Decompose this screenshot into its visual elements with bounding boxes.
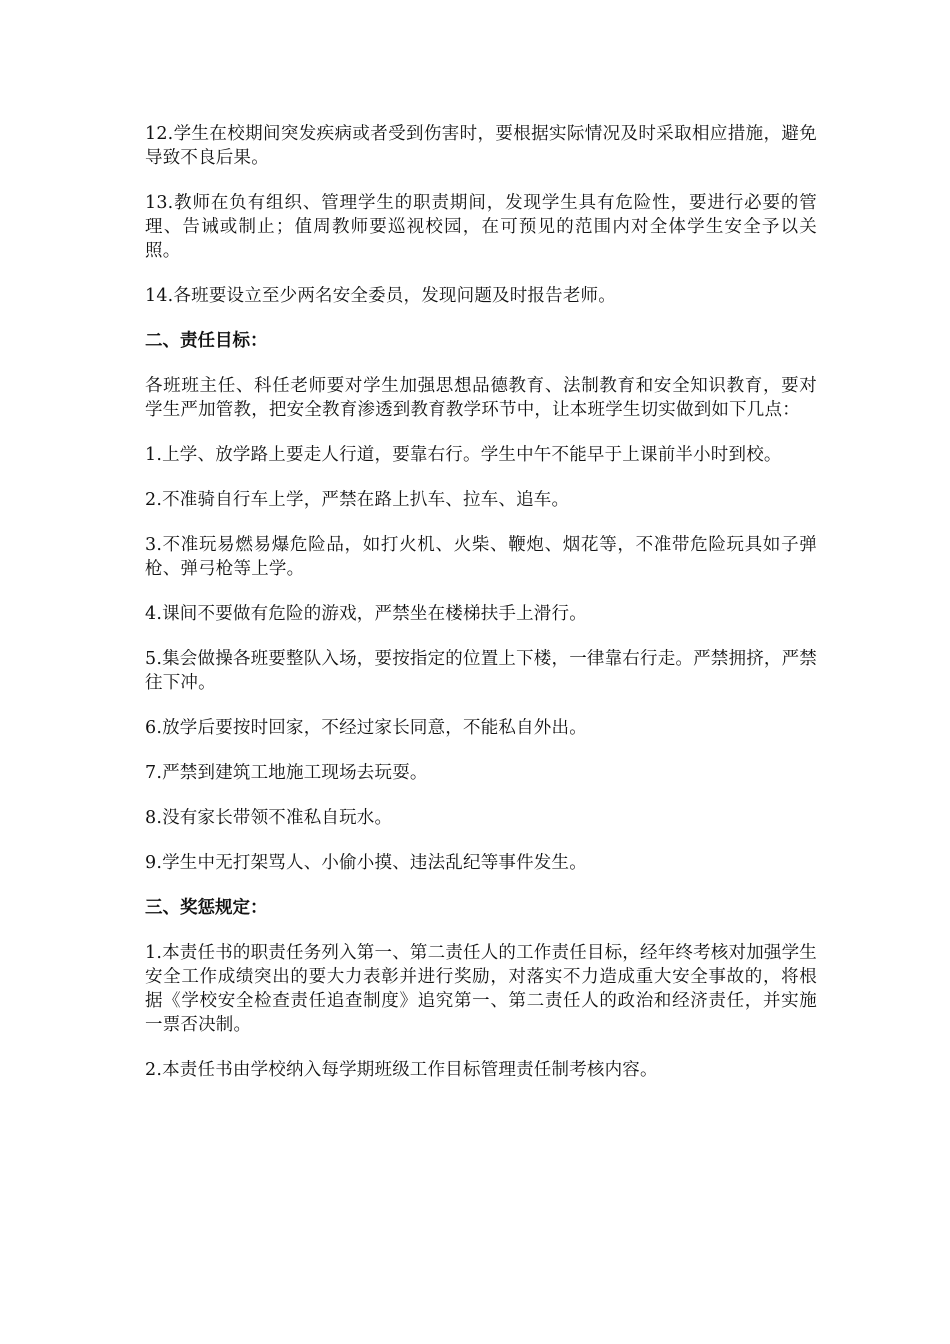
paragraph-item-14: 14.各班要设立至少两名安全委员，发现问题及时报告老师。 xyxy=(145,286,616,306)
paragraph-goal-6: 6.放学后要按时回家，不经过家长同意，不能私自外出。 xyxy=(145,718,587,738)
document-page xyxy=(145,122,817,1103)
paragraph-goal-4: 4.课间不要做有危险的游戏，严禁坐在楼梯扶手上滑行。 xyxy=(145,604,587,624)
section-heading-rewards-penalties: 三、奖惩规定： xyxy=(145,898,268,918)
paragraph-goal-2: 2.不准骑自行车上学，严禁在路上扒车、拉车、追车。 xyxy=(145,490,570,510)
paragraph-reward-2: 2.本责任书由学校纳入每学期班级工作目标管理责任制考核内容。 xyxy=(145,1060,658,1080)
paragraph-goal-5: 5.集会做操各班要整队入场，要按指定的位置上下楼，一律靠右行走。严禁拥挤，严禁往下冲。 xyxy=(145,649,817,693)
paragraph-goal-1: 1.上学、放学路上要走人行道，要靠右行。学生中午不能早于上课前半小时到校。 xyxy=(145,445,782,465)
paragraph-goal-8: 8.没有家长带领不准私自玩水。 xyxy=(145,808,393,828)
section-heading-responsibility-goals: 二、责任目标： xyxy=(145,331,268,351)
paragraph-item-12: 12.学生在校期间突发疾病或者受到伤害时，要根据实际情况及时采取相应措施，避免导致不良后果。 xyxy=(145,124,817,168)
paragraph-goal-9: 9.学生中无打架骂人、小偷小摸、违法乱纪等事件发生。 xyxy=(145,853,587,873)
paragraph-item-13: 13.教师在负有组织、管理学生的职责期间，发现学生具有危险性，要进行必要的管理、告诫或制止；值周教师要巡视校园，在可预见的范围内对全体学生安全予以关照。 xyxy=(145,193,817,261)
paragraph-reward-1: 1.本责任书的职责任务列入第一、第二责任人的工作责任目标，经年终考核对加强学生安全工作成绩突出的要大力表彰并进行奖励，对落实不力造成重大安全事故的，将根据《学校安全检查责任追查制度》追究第一、第二责任人的政治和经济责任，并实施一票否决制。 xyxy=(145,943,817,1035)
paragraph-goal-3: 3.不准玩易燃易爆危险品，如打火机、火柴、鞭炮、烟花等，不准带危险玩具如子弹枪、弹弓枪等上学。 xyxy=(145,535,817,579)
paragraph-goal-7: 7.严禁到建筑工地施工现场去玩耍。 xyxy=(145,763,428,783)
paragraph-goals-intro: 各班班主任、科任老师要对学生加强思想品德教育、法制教育和安全知识教育，要对学生严加管教，把安全教育渗透到教育教学环节中，让本班学生切实做到如下几点： xyxy=(145,376,817,420)
